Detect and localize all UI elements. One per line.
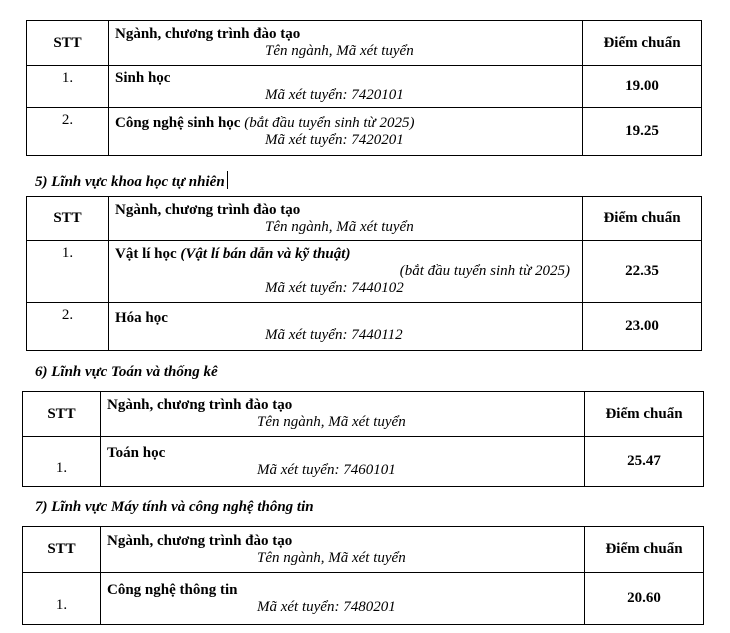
program-cell (109, 303, 583, 351)
program-header-sub: Tên ngành, Mã xét tuyển (265, 218, 414, 235)
section-title-5 (35, 171, 228, 191)
stt-header: STT (27, 197, 109, 241)
table-row (27, 303, 702, 351)
table-row (23, 437, 704, 487)
program-code: Mã xét tuyển: 7460101 (257, 461, 396, 478)
program-name: Công nghệ thông tin (107, 581, 238, 598)
table-header-row (27, 21, 702, 66)
table-row (27, 66, 702, 108)
program-header (101, 392, 585, 437)
score-value: 19.00 (583, 66, 702, 108)
score-table-3 (22, 391, 704, 487)
score-value: 23.00 (583, 303, 702, 351)
program-name: Công nghệ sinh học (115, 114, 241, 131)
program-name-line (115, 246, 576, 263)
program-code: Mã xét tuyển: 7440102 (265, 280, 404, 296)
program-header-sub: Tên ngành, Mã xét tuyển (257, 549, 406, 566)
row-stt: 2. (27, 303, 109, 351)
program-header (109, 197, 583, 241)
program-code: Mã xét tuyển: 7420201 (265, 131, 404, 148)
score-value: 20.60 (585, 573, 704, 625)
row-stt: 1. (27, 66, 109, 108)
program-header-label: Ngành, chương trình đào tạo (115, 201, 301, 218)
program-code: Mã xét tuyển: 7440112 (265, 326, 403, 343)
program-name-line (115, 115, 576, 132)
program-cell (101, 437, 585, 487)
program-code: Mã xét tuyển: 7420101 (265, 86, 404, 103)
program-header (109, 21, 583, 66)
program-header-sub: Tên ngành, Mã xét tuyển (257, 414, 406, 430)
score-header: Điểm chuẩn (583, 197, 702, 241)
program-header (101, 527, 585, 573)
section-title-7: 7) Lĩnh vực Máy tính và công nghệ thông tin (35, 499, 314, 515)
program-header-label: Ngành, chương trình đào tạo (115, 26, 301, 42)
program-header-sub: Tên ngành, Mã xét tuyển (265, 43, 414, 59)
table-row (27, 241, 702, 303)
text-cursor (227, 171, 228, 189)
table-header-row (27, 197, 702, 241)
stt-header: STT (27, 21, 109, 66)
program-header-label: Ngành, chương trình đào tạo (107, 397, 293, 413)
stt-header: STT (23, 527, 101, 573)
program-code: Mã xét tuyển: 7480201 (257, 598, 396, 615)
program-note: (bắt đầu tuyển sinh từ 2025) (244, 114, 415, 131)
table-header-row (23, 527, 704, 573)
program-name: Hóa học (115, 309, 168, 326)
program-note: (bắt đầu tuyển sinh từ 2025) (399, 263, 570, 279)
program-name-extra: (Vật lí bán dẫn và kỹ thuật) (180, 246, 351, 262)
score-table-2 (26, 196, 702, 351)
program-cell (109, 66, 583, 108)
program-cell (109, 108, 583, 156)
score-value: 19.25 (583, 108, 702, 156)
row-stt: 1. (23, 573, 101, 625)
program-cell (109, 241, 583, 303)
program-header-label: Ngành, chương trình đào tạo (107, 532, 293, 549)
score-header: Điểm chuẩn (585, 392, 704, 437)
score-header: Điểm chuẩn (585, 527, 704, 573)
row-stt: 1. (23, 437, 101, 487)
program-cell (101, 573, 585, 625)
row-stt: 1. (27, 241, 109, 303)
program-name: Vật lí học (115, 246, 177, 262)
table-row (23, 573, 704, 625)
score-table-4 (22, 526, 704, 625)
table-header-row (23, 392, 704, 437)
score-table-1 (26, 20, 702, 156)
section-title-6: 6) Lĩnh vực Toán và thống kê (35, 364, 218, 380)
score-header: Điểm chuẩn (583, 21, 702, 66)
program-name: Sinh học (115, 69, 171, 86)
stt-header: STT (23, 392, 101, 437)
row-stt: 2. (27, 108, 109, 156)
score-value: 25.47 (585, 437, 704, 487)
program-name: Toán học (107, 444, 166, 461)
section-title-5-text: 5) Lĩnh vực khoa học tự nhiên (35, 174, 225, 190)
table-row (27, 108, 702, 156)
score-value: 22.35 (583, 241, 702, 303)
